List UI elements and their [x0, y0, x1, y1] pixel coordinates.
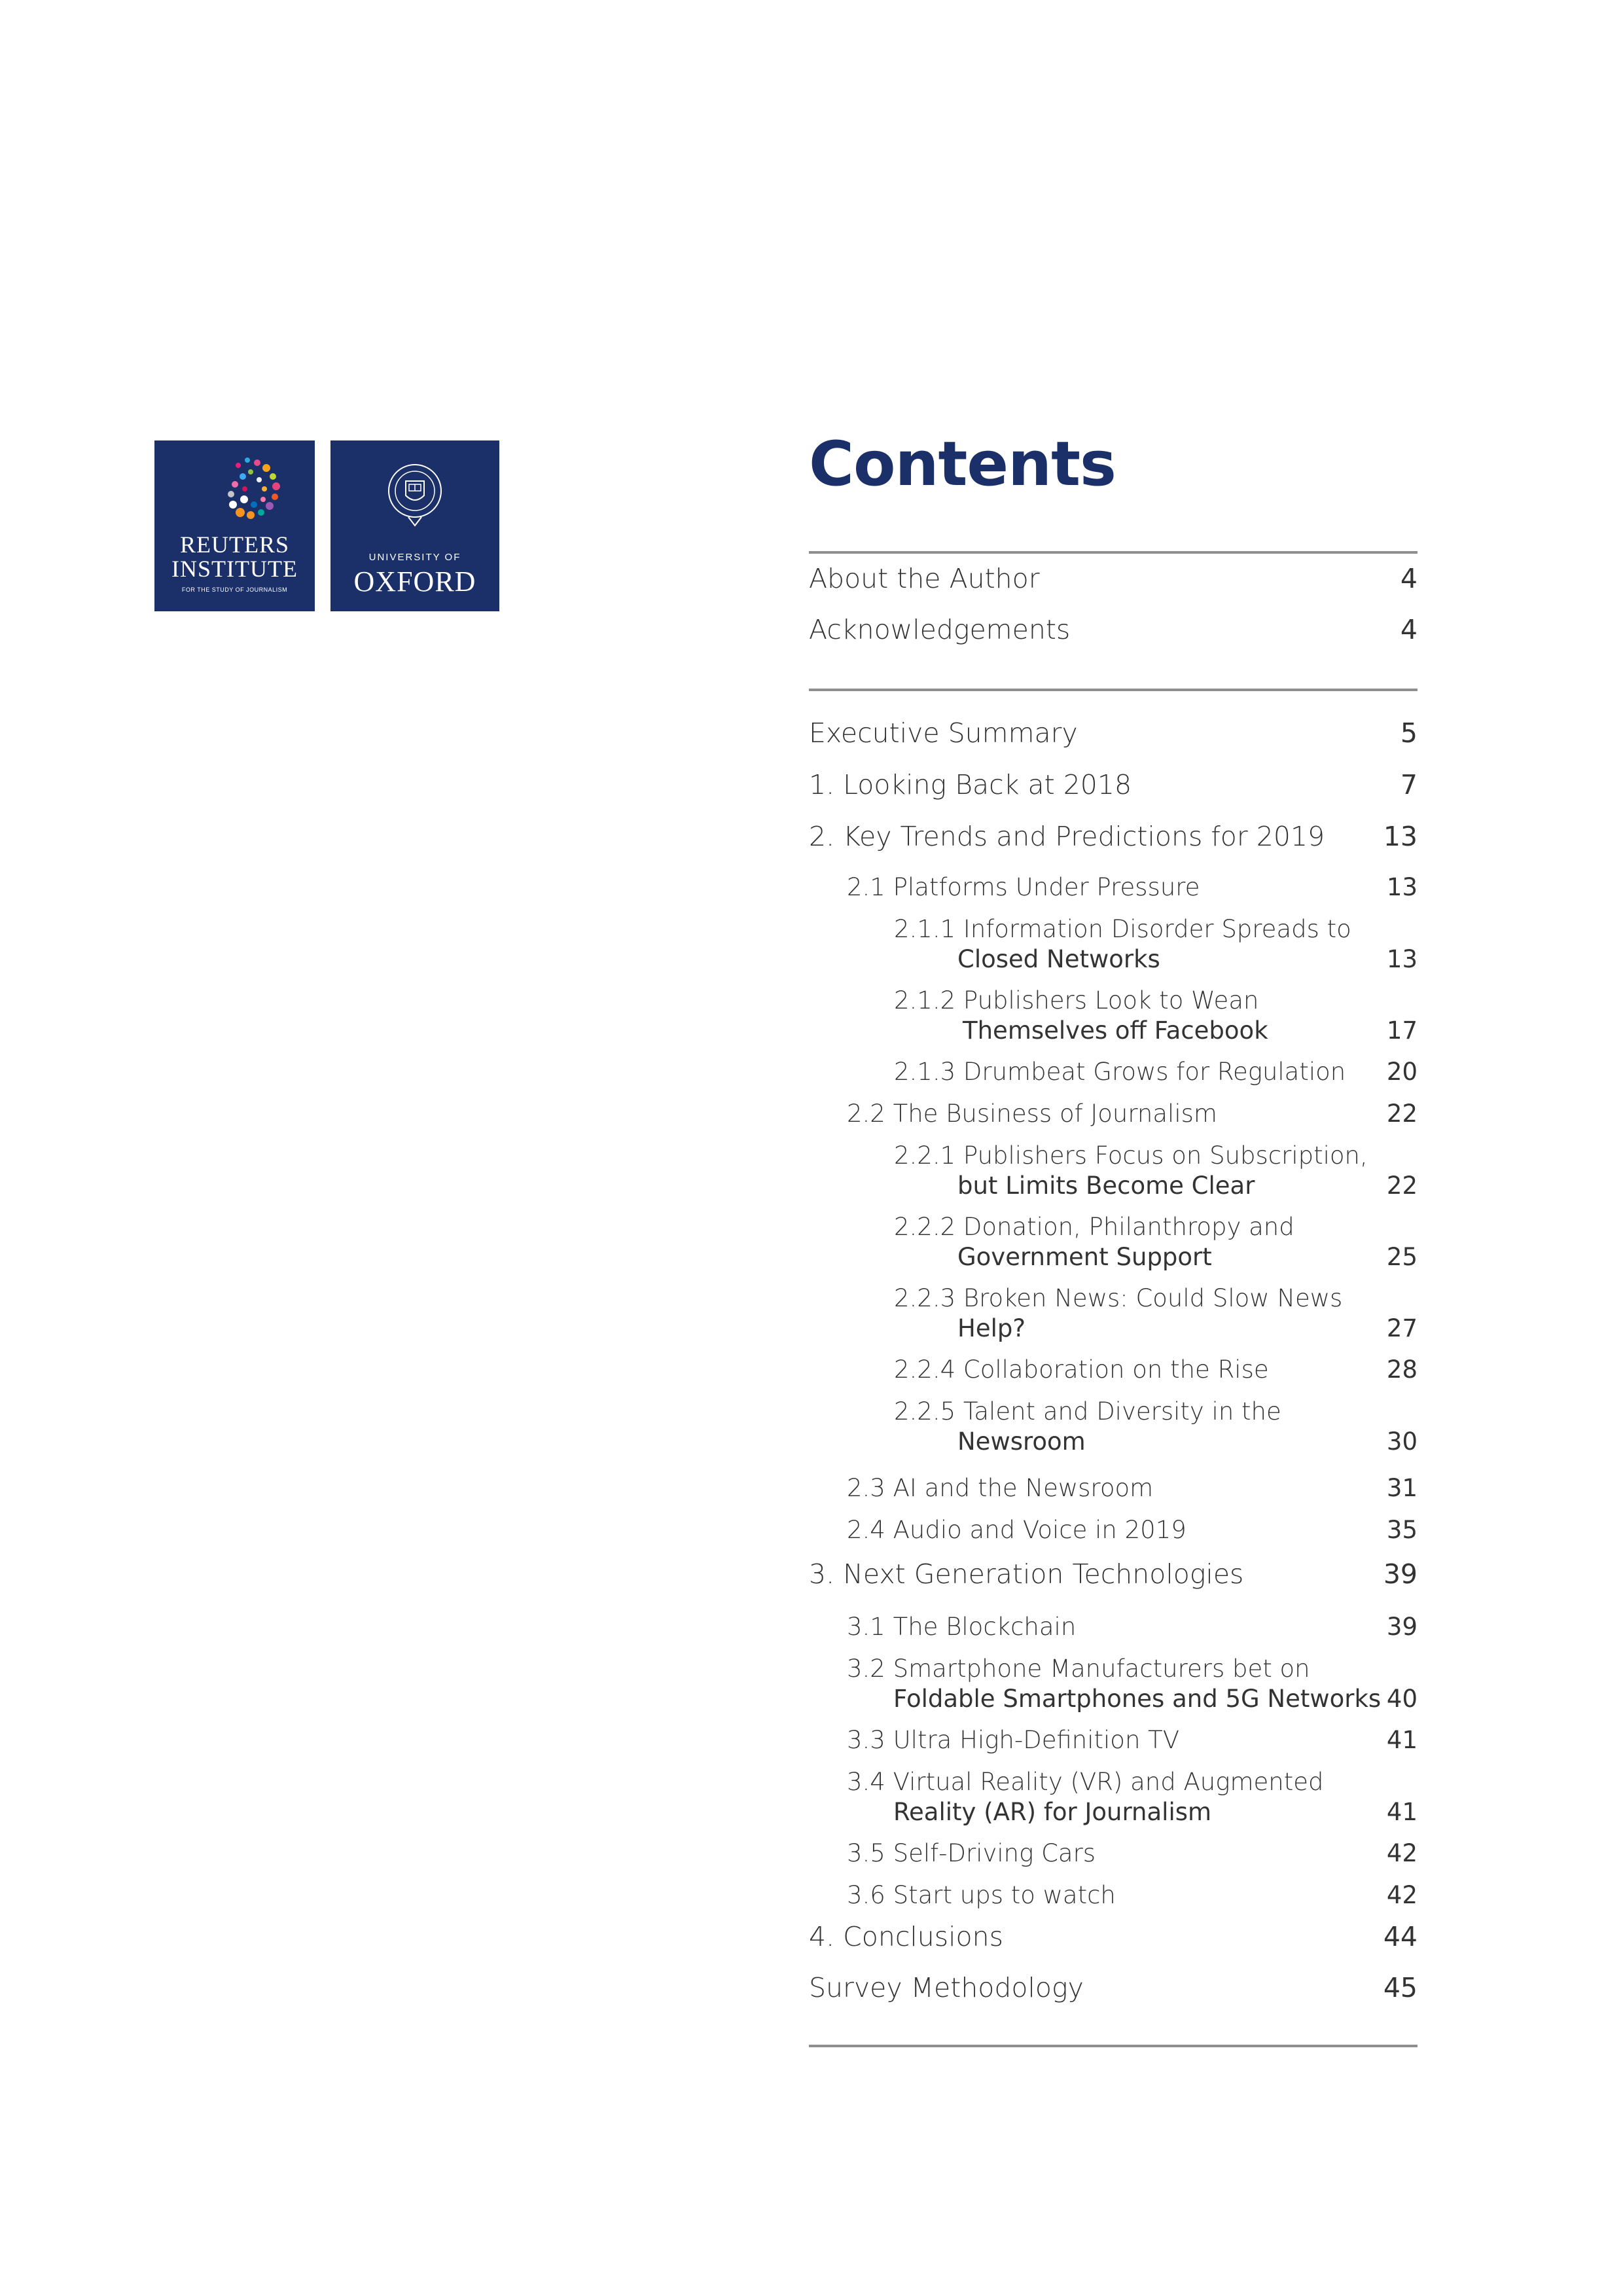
- toc-entry-label: Survey Methodology: [809, 1972, 1084, 2003]
- toc-entry-page: 4: [1400, 614, 1418, 645]
- toc-entry-page: 25: [1386, 1243, 1418, 1271]
- toc-entry[interactable]: [809, 1972, 1418, 2011]
- toc-entry-label: 2.2.3 Broken News: Could Slow News: [894, 1284, 1343, 1312]
- toc-entry-page: 13: [1386, 873, 1418, 901]
- toc-entry-label: 2.2 The Business of Journalism: [847, 1100, 1217, 1128]
- toc-entry-label: 3.5 Self-Driving Cars: [847, 1839, 1096, 1867]
- toc-entry-label-continued: Themselves off Facebook: [963, 1016, 1268, 1045]
- toc-entry-label: Acknowledgements: [809, 614, 1071, 645]
- toc-entry-label: Executive Summary: [809, 717, 1078, 749]
- toc-entry-page: 5: [1400, 717, 1418, 749]
- toc-entry[interactable]: [809, 1881, 1418, 1920]
- toc-entry[interactable]: [809, 769, 1418, 808]
- toc-entry[interactable]: [809, 717, 1418, 757]
- toc-entry-label-continued: but Limits Become Clear: [957, 1172, 1255, 1200]
- toc-entry[interactable]: [809, 1921, 1418, 1960]
- toc-entry-label: 3.1 The Blockchain: [847, 1613, 1077, 1641]
- toc-entry[interactable]: [809, 1141, 1418, 1207]
- toc-entry[interactable]: [809, 1213, 1418, 1278]
- toc-entry-page: 44: [1383, 1921, 1418, 1952]
- logo-line-oxford: OXFORD: [353, 565, 476, 598]
- toc-entry-page: 42: [1386, 1839, 1418, 1867]
- logo-line-institute: INSTITUTE: [171, 556, 298, 582]
- toc-entry-label-continued: Help?: [957, 1314, 1026, 1342]
- toc-entry-page: 42: [1386, 1881, 1418, 1909]
- toc-entry-label: 3. Next Generation Technologies: [809, 1558, 1244, 1590]
- toc-entry-page: 13: [1386, 945, 1418, 973]
- toc-entry[interactable]: [809, 1474, 1418, 1513]
- logo-line-reuters: REUTERS: [179, 531, 289, 558]
- toc-entry-label: 2.1.3 Drumbeat Grows for Regulation: [894, 1058, 1346, 1086]
- toc-entry-label: 2.1 Platforms Under Pressure: [847, 873, 1200, 901]
- toc-entry-label: 2.2.5 Talent and Diversity in the: [894, 1397, 1281, 1426]
- toc-entry-label: 3.2 Smartphone Manufacturers bet on: [847, 1655, 1310, 1683]
- toc-entry-label: 2.1.1 Information Disorder Spreads to: [894, 915, 1351, 943]
- toc-entry-label-continued: Newsroom: [957, 1427, 1086, 1456]
- toc-entry-label: 3.6 Start ups to watch: [847, 1881, 1116, 1909]
- toc-entry[interactable]: [809, 986, 1418, 1052]
- university-of-oxford-logo: [330, 440, 499, 611]
- toc-entry-label-continued: Reality (AR) for Journalism: [893, 1798, 1212, 1826]
- toc-entry-page: 22: [1386, 1100, 1418, 1128]
- toc-entry-label: 2.3 AI and the Newsroom: [847, 1474, 1154, 1502]
- toc-entry-label: 2.4 Audio and Voice in 2019: [847, 1516, 1186, 1544]
- divider-bottom: [809, 2045, 1418, 2047]
- toc-entry-label-continued: Foldable Smartphones and 5G Networks: [893, 1685, 1382, 1713]
- toc-entry-page: 28: [1386, 1355, 1418, 1384]
- toc-entry-label: 2.1.2 Publishers Look to Wean: [894, 986, 1259, 1014]
- toc-entry[interactable]: [809, 614, 1418, 653]
- toc-entry[interactable]: [809, 1355, 1418, 1395]
- toc-entry-label: 3.4 Virtual Reality (VR) and Augmented: [847, 1768, 1324, 1796]
- toc-entry-page: 31: [1386, 1474, 1418, 1502]
- toc-entry-label-continued: Closed Networks: [957, 945, 1160, 973]
- page-title: Contents: [809, 429, 1116, 500]
- toc-entry-page: 39: [1386, 1613, 1418, 1641]
- toc-entry-label: About the Author: [809, 563, 1040, 594]
- toc-entry[interactable]: [809, 1100, 1418, 1139]
- toc-entry[interactable]: [809, 1516, 1418, 1555]
- toc-entry[interactable]: [809, 1839, 1418, 1878]
- toc-entry-page: 20: [1386, 1058, 1418, 1086]
- toc-entry-page: 17: [1386, 1016, 1418, 1045]
- toc-entry[interactable]: [809, 1558, 1418, 1598]
- toc-entry[interactable]: [809, 1058, 1418, 1097]
- toc-entry-page: 41: [1386, 1798, 1418, 1826]
- toc-entry[interactable]: [809, 821, 1418, 860]
- toc-entry-page: 7: [1400, 769, 1418, 800]
- toc-entry[interactable]: [809, 1613, 1418, 1652]
- toc-entry-page: 41: [1386, 1726, 1418, 1754]
- toc-entry-label: 2.2.1 Publishers Focus on Subscription,: [894, 1141, 1368, 1170]
- toc-entry-label-continued: Government Support: [957, 1243, 1212, 1271]
- logo-line-tagline: FOR THE STUDY OF JOURNALISM: [181, 586, 288, 593]
- toc-entry[interactable]: [809, 1726, 1418, 1765]
- toc-entry[interactable]: [809, 915, 1418, 980]
- toc-entry-page: 27: [1386, 1314, 1418, 1342]
- toc-entry[interactable]: [809, 873, 1418, 912]
- divider-middle: [809, 689, 1418, 691]
- reuters-institute-logo: [154, 440, 315, 611]
- oxford-crest-icon: [385, 455, 444, 532]
- toc-entry[interactable]: [809, 1284, 1418, 1350]
- toc-entry[interactable]: [809, 1397, 1418, 1463]
- toc-entry-page: 39: [1383, 1558, 1418, 1590]
- toc-entry-label: 3.3 Ultra High-Definition TV: [847, 1726, 1180, 1754]
- toc-entry[interactable]: [809, 563, 1418, 602]
- toc-entry-label: 1. Looking Back at 2018: [809, 769, 1132, 800]
- toc-entry-page: 40: [1386, 1685, 1418, 1713]
- logo-line-university-of: UNIVERSITY OF: [368, 552, 461, 563]
- toc-entry-page: 22: [1386, 1172, 1418, 1200]
- dots-icon: [154, 440, 315, 532]
- toc-entry-label: 2.2.2 Donation, Philanthropy and: [894, 1213, 1294, 1241]
- toc-entry[interactable]: [809, 1768, 1418, 1833]
- toc-entry-page: 35: [1386, 1516, 1418, 1544]
- toc-entry-label: 2. Key Trends and Predictions for 2019: [809, 821, 1325, 852]
- toc-entry-page: 13: [1383, 821, 1418, 852]
- toc-entry-page: 45: [1383, 1972, 1418, 2003]
- toc-entry-page: 4: [1400, 563, 1418, 594]
- toc-entry-label: 2.2.4 Collaboration on the Rise: [894, 1355, 1269, 1384]
- toc-entry-label: 4. Conclusions: [809, 1921, 1003, 1952]
- divider-top: [809, 551, 1418, 554]
- toc-entry[interactable]: [809, 1655, 1418, 1720]
- toc-entry-page: 30: [1386, 1427, 1418, 1456]
